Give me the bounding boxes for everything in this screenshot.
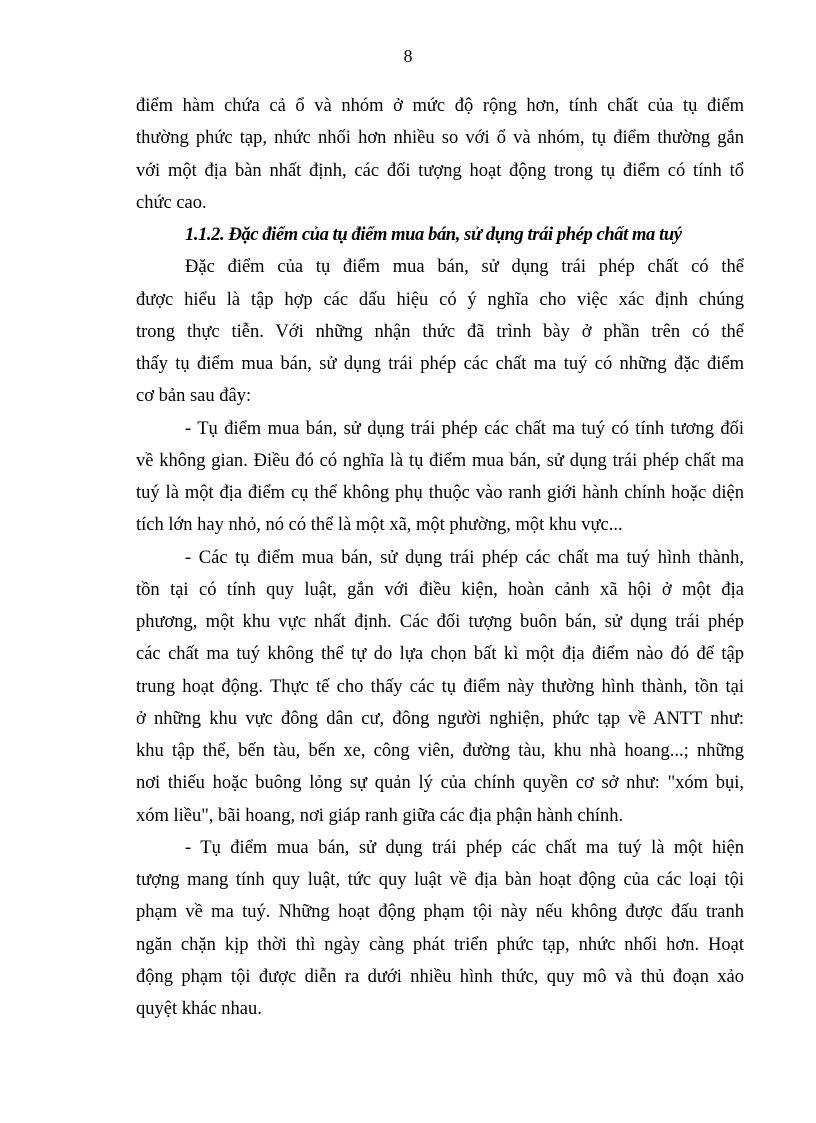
text-line: ở những khu vực đông dân cư, đông người nghiện, phức tạp về ANTT như: [136, 708, 744, 729]
paragraph [136, 90, 744, 219]
text-line: nơi thiếu hoặc buông lỏng sự quản lý của chính quyền cơ sở như: "xóm bụi, [136, 773, 744, 794]
text-line: tích lớn hay nhỏ, nó có thể là một xã, một phường, một khu vực... [136, 515, 623, 536]
text-line: - Tụ điểm mua bán, sử dụng trái phép các chất ma tuý có tính tương đối [185, 418, 744, 439]
text-line: cơ bản sau đây: [136, 386, 252, 407]
text-line: - Các tụ điểm mua bán, sử dụng trái phép các chất ma tuý hình thành, [185, 547, 744, 568]
text-line: ngăn chặn kịp thời thì ngày càng phát triển phức tạp, nhức nhối hơn. Hoạt [136, 934, 744, 955]
text-line: động phạm tội được diễn ra dưới nhiều hình thức, quy mô và thủ đoạn xảo [136, 966, 744, 987]
section-heading: 1.1.2. Đặc điểm của tụ điểm mua bán, sử dụng trái phép chất ma tuý [185, 225, 682, 245]
paragraph [136, 542, 744, 832]
text-line: thấy tụ điểm mua bán, sử dụng trái phép các chất ma tuý có những đặc điểm [136, 354, 744, 374]
text-line: chức cao. [136, 192, 207, 213]
text-line: được hiểu là tập hợp các dấu hiệu có ý nghĩa cho việc xác định chúng [136, 289, 744, 310]
text-line: điểm hàm chứa cả ổ và nhóm ở mức độ rộng hơn, tính chất của tụ điểm [136, 96, 744, 116]
text-line: các chất ma tuý không thể tự do lựa chọn bất kì một địa điểm nào đó để tập [136, 644, 744, 665]
text-line: tượng mang tính quy luật, tức quy luật về địa bàn hoạt động của các loại tội [136, 870, 744, 890]
text-line: phạm về ma tuý. Những hoạt động phạm tội này nếu không được đấu tranh [136, 902, 744, 923]
text-line: Đặc điểm của tụ điểm mua bán, sử dụng trái phép chất có thể [185, 257, 744, 278]
paragraph [136, 251, 744, 412]
text-line: thường phức tạp, nhức nhối hơn nhiều so với ổ và nhóm, tụ điểm thường gắn [136, 128, 744, 149]
text-line: phương, một khu vực nhất định. Các đối tượng buôn bán, sử dụng trái phép [136, 612, 744, 632]
document-body [136, 90, 744, 1025]
text-line: tồn tại có tính quy luật, gắn với điều kiện, hoàn cảnh xã hội ở một địa [136, 579, 744, 600]
text-line: với một địa bàn nhất định, các đối tượng hoạt động trong tụ điểm có tính tổ [136, 160, 744, 181]
text-line: khu tập thể, bến tàu, bến xe, công viên, đường tàu, khu nhà hoang...; những [136, 741, 744, 761]
text-line: về không gian. Điều đó có nghĩa là tụ điểm mua bán, sử dụng trái phép chất ma [136, 450, 744, 471]
page-number: 8 [403, 46, 413, 66]
text-line: quyệt khác nhau. [136, 999, 262, 1019]
text-line: trung hoạt động. Thực tế cho thấy các tụ điểm này thường hình thành, tồn tại [136, 676, 744, 697]
text-line: tuý là một địa điểm cụ thể không phụ thuộc vào ranh giới hành chính hoặc diện [136, 483, 744, 503]
paragraph [136, 413, 744, 542]
paragraph [136, 832, 744, 1026]
text-line: - Tụ điểm mua bán, sử dụng trái phép các chất ma tuý là một hiện [185, 837, 744, 858]
text-line: xóm liều", bãi hoang, nơi giáp ranh giữa các địa phận hành chính. [136, 805, 624, 826]
text-line: trong thực tiễn. Với những nhận thức đã trình bày ở phần trên có thể [136, 321, 744, 342]
